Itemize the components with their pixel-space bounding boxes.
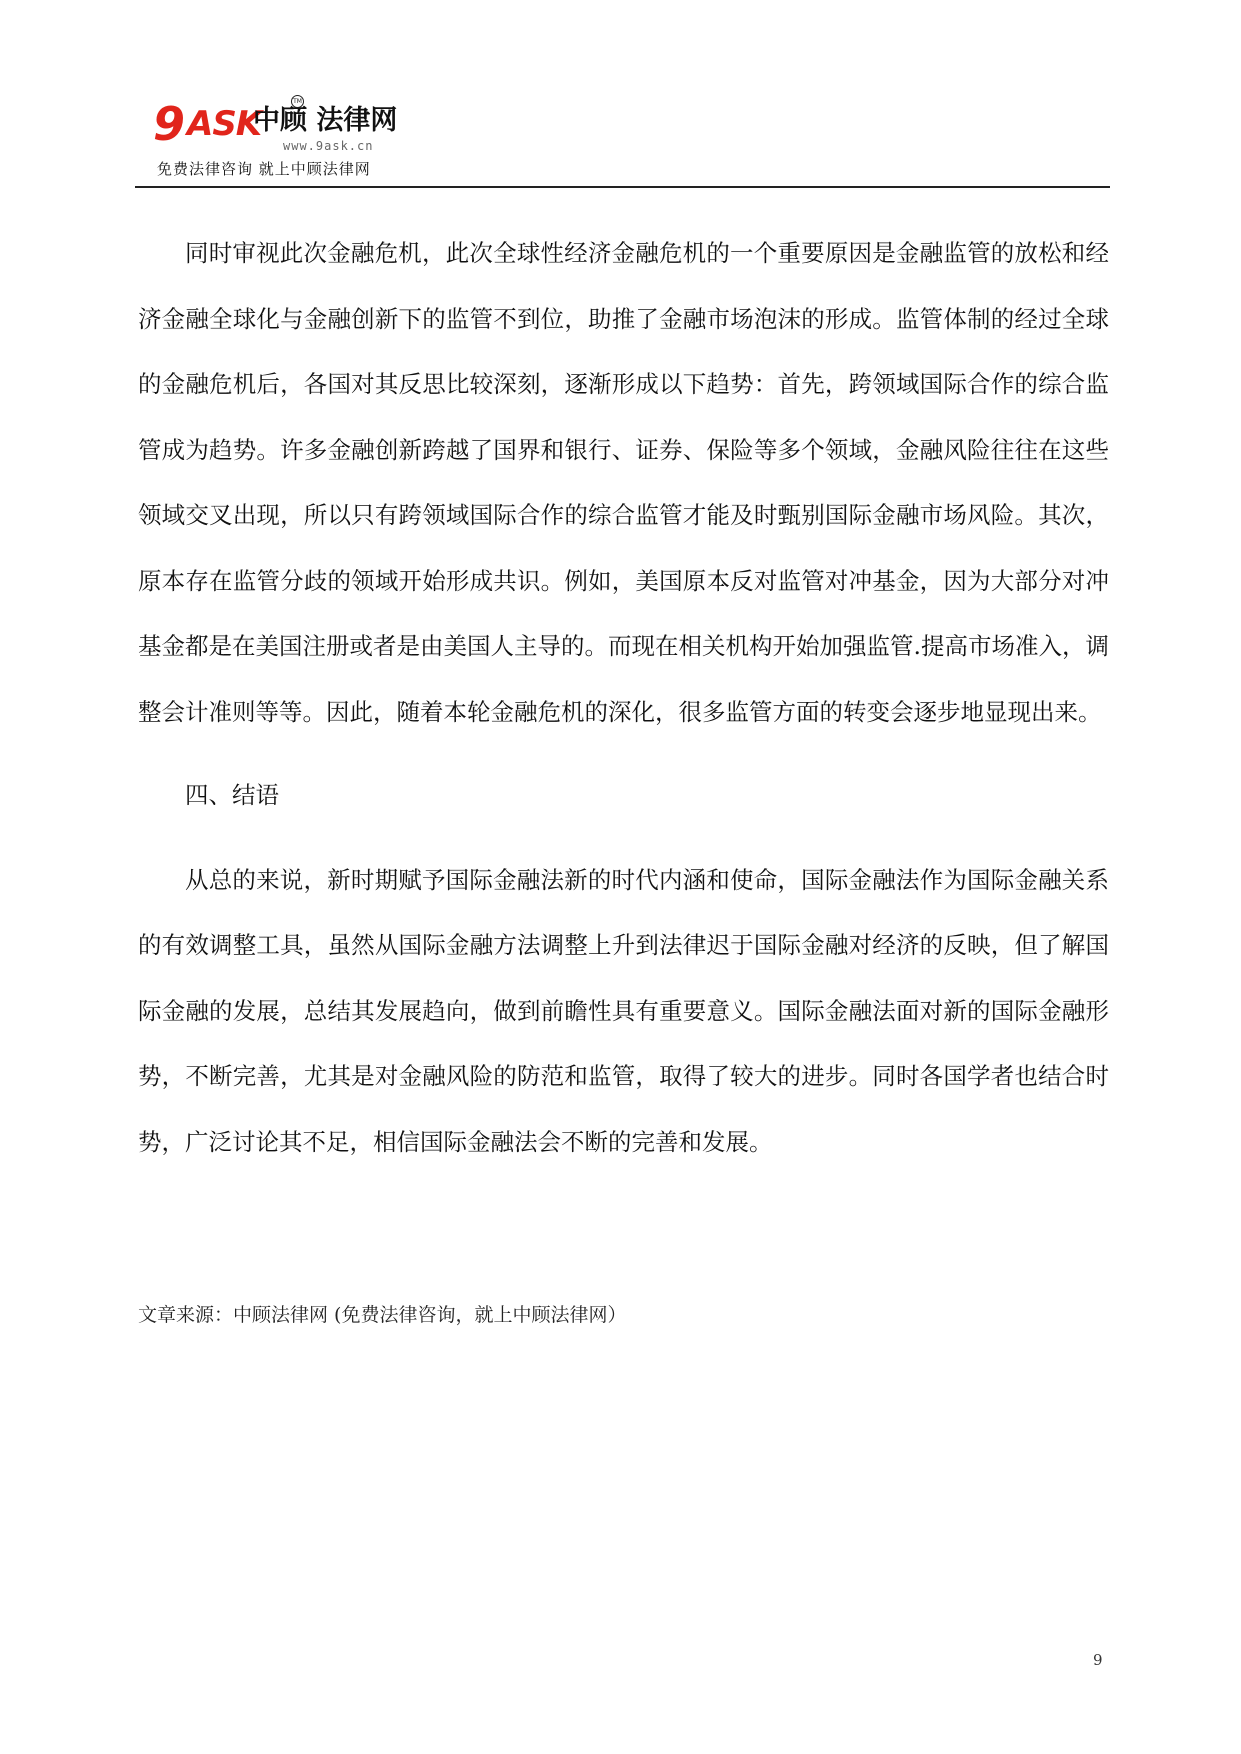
logo-chinese-name: 中顾 法律网 [253, 105, 398, 136]
body-paragraph: 同时审视此次金融危机，此次全球性经济金融危机的一个重要原因是金融监管的放松和经济金融全球化与金融创新下的监管不到位，助推了金融市场泡沫的形成。监管体制的经过全球的金融危机后，各国对其反思比较深刻，逐渐形成以下趋势：首先，跨领域国际合作的综合监管成为趋势。许多金融创新跨越了国界和银行、证券、保险等多个领域，金融风险往往在这些领域交叉出现，所以只有跨领域国际合作的综合监管才能及时甄别国际金融市场风险。其次，原本存在监管分歧的领域开始形成共识。例如，美国原本反对监管对冲基金，因为大部分对冲基金都是在美国注册或者是由美国人主导的。而现在相关机构开始加强监管.提高市场准入，调整会计准则等等。因此，随着本轮金融危机的深化，很多监管方面的转变会逐步地显现出来。 [138, 239, 1109, 726]
logo-nine: 9 [153, 97, 184, 151]
trademark-icon: TM [291, 95, 304, 108]
body-paragraph: 从总的来说，新时期赋予国际金融法新的时代内涵和使命，国际金融法作为国际金融关系的有效调整工具，虽然从国际金融方法调整上升到法律迟于国际金融对经济的反映，但了解国际金融的发展，总结其发展趋向，做到前瞻性具有重要意义。国际金融法面对新的国际金融形势，不断完善，尤其是对金融风险的防范和监管，取得了较大的进步。同时各国学者也结合时势，广泛讨论其不足，相信国际金融法会不断的完善和发展。 [138, 865, 1109, 1156]
site-header [135, 95, 1160, 187]
document-body [138, 221, 1109, 1175]
logo-ask: ASK [187, 104, 262, 144]
section-heading: 四、结语 [185, 781, 279, 809]
logo-slogan: 免费法律咨询 就上中顾法律网 [157, 160, 371, 178]
article-source: 文章来源：中顾法律网 (免费法律咨询，就上中顾法律网） [138, 1304, 627, 1326]
logo-url: www.9ask.cn [283, 139, 374, 153]
page-number: 9 [1093, 1651, 1103, 1669]
header-divider [135, 186, 1110, 188]
